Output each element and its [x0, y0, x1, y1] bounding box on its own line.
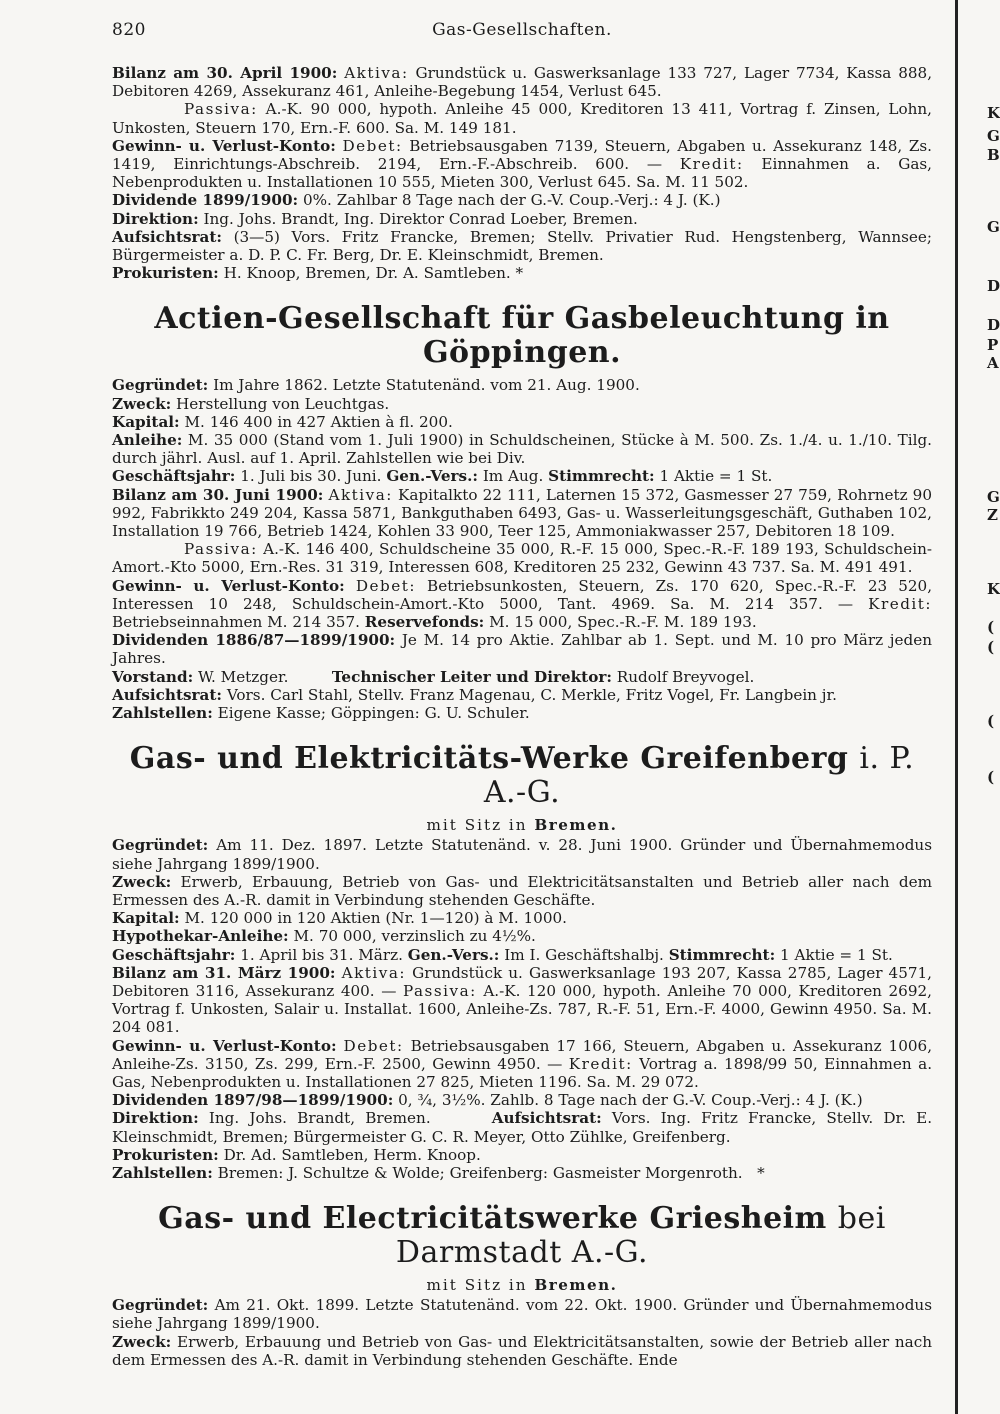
- bleed-letter: (: [987, 712, 995, 730]
- entry-text: 1. April bis 31. März.: [240, 945, 403, 964]
- bleed-letter: G: [987, 218, 1000, 236]
- entry-label: Gewinn- u. Verlust-Konto:: [112, 136, 336, 155]
- entry-text: Bremen: J. Schultze & Wolde; Greifenberg: Gasmeister Morgenroth.: [217, 1163, 743, 1182]
- entry-label: Kapital:: [112, 412, 180, 431]
- passiva-entry: [112, 540, 932, 576]
- aufsichtsrat-entry: [112, 686, 932, 704]
- dividende-entry: [112, 191, 932, 209]
- entry-label: Bilanz am 31. März 1900:: [112, 963, 336, 982]
- reserve-label: Reservefonds:: [364, 613, 485, 632]
- bleed-letter: G: [987, 127, 1000, 145]
- passiva-entry: [112, 100, 932, 136]
- bleed-letter: G: [987, 488, 1000, 506]
- page-header: [112, 14, 932, 44]
- entry-label: Gewinn- u. Verlust-Konto:: [112, 576, 345, 595]
- entry-text: M. 35 000 (Stand vom 1. Juli 1900) in Schuldscheinen, Stücke à M. 500. Zs. 1./4. u. 1./10. Tilg. durch jährl. Ausl. auf 1. April. Zahlstellen wie bei Div.: [112, 431, 933, 468]
- prokuristen-entry: [112, 1146, 932, 1164]
- entry-text: Am 21. Okt. 1899. Letzte Statutenänd. vom 22. Okt. 1900. Gründer und Übernahmemodus siehe Jahrgang 1899/1900.: [112, 1296, 932, 1333]
- company-seat: [112, 816, 932, 834]
- bleed-letter: (: [987, 768, 995, 786]
- entry-label: Gegründet:: [112, 1296, 209, 1315]
- aktiva-word: Aktiva:: [344, 64, 409, 82]
- entry-label: Dividende 1899/1900:: [112, 191, 299, 210]
- passiva-text: A.-K. 90 000, hypoth. Anleihe 45 000, Kreditoren 13 411, Vortrag f. Zinsen, Lohn, Unkosten, Steuern 170, Ern.-F. 600. Sa. M. 149 181.: [112, 100, 933, 137]
- company-title: Actien-Gesellschaft für Gasbeleuchtung in Göppingen.: [154, 301, 890, 371]
- entry-text: 1. Juli bis 30. Juni.: [240, 467, 382, 486]
- entry-text: Im Jahre 1862. Letzte Statutenänd. vom 21. Aug. 1900.: [213, 376, 640, 395]
- passiva-text: A.-K. 146 400, Schuldscheine 35 000, R.-F. 15 000, Spec.-R.-F. 189 193, Schuldschein-Amort.-Kto 5000, Ern.-Res. 31 319, Interessen 608, Kreditoren 25 232, Gewinn 43 737. Sa. M. 491 491.: [112, 540, 932, 577]
- gv-label: Gen.-Vers.:: [407, 945, 500, 964]
- entry-label: Gewinn- u. Verlust-Konto:: [112, 1036, 337, 1055]
- debet-text: Betriebsunkosten, Steuern, Zs. 170 620, Spec.-R.-F. 23 520, Interessen 10 248, Schuldschein-Amort.-Kto 5000, Tant. 4969. Sa. M. 214 357. —: [112, 576, 933, 613]
- bleed-letter: P: [987, 336, 999, 354]
- end-asterisk: *: [515, 264, 524, 283]
- stimmrecht-text: 1 Aktie = 1 St.: [780, 945, 893, 964]
- company-title: [112, 742, 932, 810]
- gegruendet-entry: [112, 836, 932, 872]
- entry-text: Dr. Ad. Samtleben, Herm. Knoop.: [223, 1145, 481, 1164]
- bleed-letter: K: [987, 580, 1000, 598]
- aufsichtsrat-label: Aufsichtsrat:: [491, 1109, 602, 1128]
- entry-label: Direktion:: [112, 1109, 199, 1128]
- entry-label: Prokuristen:: [112, 1145, 219, 1164]
- kredit-text: Betriebseinnahmen M. 214 357.: [112, 613, 360, 632]
- entry-label: Dividenden 1897/98—1899/1900:: [112, 1091, 394, 1110]
- zahlstellen-entry: [112, 704, 932, 722]
- bleed-letter: D: [987, 316, 1000, 334]
- section-previous-company-continuation: [112, 64, 932, 282]
- kredit-text: Einnahmen a. Gas, Nebenprodukten u. Installationen 10 555, Mieten 300, Verlust 645. Sa. M. 11 502.: [112, 155, 932, 192]
- bleed-letter: A: [987, 354, 999, 372]
- aktiva-text: Grundstück u. Gaswerksanlage 133 727, Lager 7734, Kassa 888, Debitoren 4269, Assekuranz 461, Anleihe-Begebung 1454, Verlust 645.: [112, 64, 933, 101]
- bleed-letter: (: [987, 638, 995, 656]
- entry-label: Gegründet:: [112, 376, 209, 395]
- debet-text: Betriebsausgaben 17 166, Steuern, Abgaben u. Assekuranz 1006, Anleihe-Zs. 3150, Zs. 299, Ern.-F. 2500, Gewinn 4950. —: [112, 1036, 933, 1073]
- entry-label: Zweck:: [112, 394, 172, 413]
- vorstand-entry: [112, 668, 932, 686]
- entry-label: Bilanz am 30. April 1900:: [112, 64, 338, 82]
- entry-label: Gegründet:: [112, 836, 209, 855]
- entry-text: Erwerb, Erbauung und Betrieb von Gas- und Elektricitätsanstalten, sowie der Betrieb aller nach dem Ermessen des A.-R. damit in Verbindung stehenden Geschäfte. Ende: [112, 1332, 933, 1369]
- reserve-text: M. 15 000, Spec.-R.-F. M. 189 193.: [489, 613, 757, 632]
- entry-text: M. 146 400 in 427 Aktien à fl. 200.: [184, 412, 453, 431]
- end-asterisk: *: [757, 1163, 765, 1182]
- aktiva-word: Aktiva:: [341, 963, 407, 982]
- dividenden-entry: [112, 631, 932, 667]
- bleed-letter: Z: [987, 506, 998, 524]
- entry-label: Aufsichtsrat:: [112, 227, 222, 246]
- seat-city: Bremen.: [534, 1276, 618, 1295]
- dividenden-entry: [112, 1091, 932, 1109]
- entry-text: Eigene Kasse; Göppingen: G. U. Schuler.: [217, 704, 530, 723]
- aktiva-text: Kapitalkto 22 111, Laternen 15 372, Gasmesser 27 759, Rohrnetz 90 992, Fabrikkto 249 204, Kassa 5871, Bankguthaben 6493, Gas- u. Wasserleitungsgeschäft, Guthaben 102, Installation 19 766, Betrieb 1424, Kohlen 33 900, Teer 125, Ammoniakwasser 257, Debitoren 18 109.: [112, 485, 933, 541]
- entry-label: Kapital:: [112, 909, 180, 928]
- zweck-entry: [112, 395, 932, 413]
- running-title: Gas-Gesellschaften.: [432, 20, 612, 40]
- bilanz-entry: [112, 964, 932, 1037]
- company-title-main: Gas- und Elektricitäts-Werke Greifenberg: [129, 741, 849, 777]
- section-griesheim: [112, 1202, 932, 1369]
- section-greifenberg: [112, 742, 932, 1182]
- gegruendet-entry: [112, 1296, 932, 1332]
- geschaeftsjahr-entry: [112, 946, 932, 964]
- entry-label: Dividenden 1886/87—1899/1900:: [112, 631, 396, 650]
- kapital-entry: [112, 413, 932, 431]
- stimmrecht-label: Stimmrecht:: [548, 467, 655, 486]
- company-title-tail: i. P. A.-G.: [483, 741, 915, 811]
- entry-text: (3—5) Vors. Fritz Francke, Bremen; Stellv. Privatier Rud. Hengstenberg, Wannsee; Bürgermeister a. D. P. C. Fr. Berg, Dr. E. Kleinschmidt, Bremen.: [112, 227, 932, 265]
- bilanz-entry: [112, 64, 932, 100]
- aufsichtsrat-text: Vors. Ing. Fritz Francke, Stellv. Dr. E. Kleinschmidt, Bremen; Bürgermeister G. C. R. Meyer, Otto Zühlke, Greifenberg.: [112, 1109, 933, 1146]
- anleihe-entry: [112, 431, 932, 467]
- kredit-text: Vortrag a. 1898/99 50, Einnahmen a. Gas, Nebenprodukten u. Installationen 27 825, Mieten 1196. Sa. M. 29 072.: [112, 1054, 933, 1091]
- passiva-word: Passiva:: [184, 540, 258, 559]
- debet-word: Debet:: [355, 576, 416, 595]
- entry-label: Geschäftsjahr:: [112, 945, 236, 964]
- entry-label: Zahlstellen:: [112, 704, 213, 723]
- entry-label: Hypothekar-Anleihe:: [112, 927, 289, 946]
- hypothekar-entry: [112, 927, 932, 945]
- entry-label: Direktion:: [112, 209, 199, 228]
- gewinn-entry: [112, 137, 932, 192]
- gewinn-entry: [112, 1037, 932, 1092]
- bleed-letter: D: [987, 277, 1000, 295]
- seat-prefix: mit Sitz in: [426, 816, 528, 835]
- section-goeppingen: [112, 302, 932, 722]
- seat-city: Bremen.: [534, 816, 618, 835]
- page-edge-divider: [955, 0, 958, 1414]
- entry-text: Herstellung von Leuchtgas.: [176, 394, 390, 413]
- bleed-letter: K: [987, 104, 1000, 122]
- entry-label: Anleihe:: [112, 431, 183, 450]
- aufsichtsrat-entry: [112, 228, 932, 264]
- entry-text: Ing. Johs. Brandt, Ing. Direktor Conrad Loeber, Bremen.: [203, 209, 638, 228]
- adjacent-page-bleed: [985, 0, 1000, 1414]
- entry-text: Am 11. Dez. 1897. Letzte Statutenänd. v. 28. Juni 1900. Gründer und Übernahmemodus siehe Jahrgang 1899/1900.: [112, 836, 933, 873]
- entry-label: Zweck:: [112, 1332, 172, 1351]
- zahlstellen-entry: [112, 1164, 932, 1182]
- debet-word: Debet:: [342, 136, 403, 155]
- entry-text: Je M. 14 pro Aktie. Zahlbar ab 1. Sept. und M. 10 pro März jeden Jahres.: [112, 631, 932, 668]
- stimmrecht-text: 1 Aktie = 1 St.: [659, 467, 773, 486]
- kredit-word: Kredit:: [868, 594, 933, 613]
- kredit-word: Kredit:: [679, 155, 744, 174]
- entry-text: H. Knoop, Bremen, Dr. A. Samtleben.: [223, 264, 511, 283]
- gv-text: Im I. Geschäftshalbj.: [504, 945, 664, 964]
- company-title-main: Gas- und Electricitätswerke Griesheim: [158, 1201, 827, 1237]
- debet-text: Betriebsausgaben 7139, Steuern, Abgaben u. Assekuranz 148, Zs. 1419, Einrichtungs-Abschreib. 2194, Ern.-F.-Abschreib. 600. —: [112, 136, 932, 174]
- direktion-entry: [112, 210, 932, 228]
- entry-text: 0%. Zahlbar 8 Tage nach der G.-V. Coup.-Verj.: 4 J. (K.): [302, 191, 721, 210]
- entry-text: W. Metzger.: [198, 667, 289, 686]
- geschaeftsjahr-entry: [112, 467, 932, 485]
- entry-label: Vorstand:: [112, 667, 194, 686]
- entry-label: Aufsichtsrat:: [112, 685, 222, 704]
- prokuristen-entry: [112, 264, 932, 282]
- gewinn-entry: [112, 577, 932, 632]
- entry-label: Zweck:: [112, 872, 172, 891]
- passiva-word: Passiva:: [402, 981, 477, 1000]
- entry-text: M. 70 000, verzinslich zu 4½%.: [293, 927, 536, 946]
- entry-label: Geschäftsjahr:: [112, 467, 236, 486]
- bleed-letter: (: [987, 618, 995, 636]
- bleed-letter: B: [987, 146, 1000, 164]
- passiva-text: A.-K. 120 000, hypoth. Anleihe 70 000, Kreditoren 2692, Vortrag f. Unkosten, Salair u. Installat. 1600, Anleihe-Zs. 787, R.-F. 51, Ern.-F. 4000, Gewinn 4950. Sa. M. 204 081.: [112, 981, 933, 1037]
- page-body: [112, 64, 932, 1369]
- aktiva-text: Grundstück u. Gaswerksanlage 193 207, Kassa 2785, Lager 4571, Debitoren 3116, Assekuranz 400. —: [112, 963, 933, 1000]
- entry-label: Bilanz am 30. Juni 1900:: [112, 485, 324, 504]
- tech-director-text: Rudolf Breyvogel.: [616, 667, 755, 686]
- entry-text: Ing. Johs. Brandt, Bremen.: [208, 1109, 431, 1128]
- stimmrecht-label: Stimmrecht:: [668, 945, 776, 964]
- direktion-entry: [112, 1109, 932, 1145]
- company-seat: [112, 1276, 932, 1294]
- entry-label: Prokuristen:: [112, 264, 219, 283]
- kredit-word: Kredit:: [568, 1054, 633, 1073]
- zweck-entry: [112, 1333, 932, 1369]
- gegruendet-entry: [112, 376, 932, 394]
- debet-word: Debet:: [343, 1036, 404, 1055]
- zweck-entry: [112, 873, 932, 909]
- passiva-word: Passiva:: [184, 100, 258, 119]
- bilanz-entry: [112, 486, 932, 541]
- kapital-entry: [112, 909, 932, 927]
- gv-text: Im Aug.: [482, 467, 544, 486]
- company-title-tail: bei Darmstadt A.-G.: [395, 1201, 886, 1271]
- gv-label: Gen.-Vers.:: [386, 467, 478, 486]
- aktiva-word: Aktiva:: [328, 485, 393, 504]
- tech-director-label: Technischer Leiter und Direktor:: [331, 667, 612, 686]
- entry-label: Zahlstellen:: [112, 1163, 213, 1182]
- entry-text: Erwerb, Erbauung, Betrieb von Gas- und Elektricitätsanstalten und Betrieb aller nach dem Ermessen des A.-R. damit in Verbindung stehenden Geschäfte.: [112, 872, 932, 909]
- entry-text: M. 120 000 in 120 Aktien (Nr. 1—120) à M. 1000.: [184, 909, 567, 928]
- seat-prefix: mit Sitz in: [426, 1276, 528, 1295]
- page-number: 820: [112, 20, 146, 40]
- entry-text: Vors. Carl Stahl, Stellv. Franz Magenau, C. Merkle, Fritz Vogel, Fr. Langbein jr.: [226, 685, 837, 704]
- entry-text: 0, ¾, 3½%. Zahlb. 8 Tage nach der G.-V. Coup.-Verj.: 4 J. (K.): [398, 1091, 863, 1110]
- company-title: [112, 1202, 932, 1270]
